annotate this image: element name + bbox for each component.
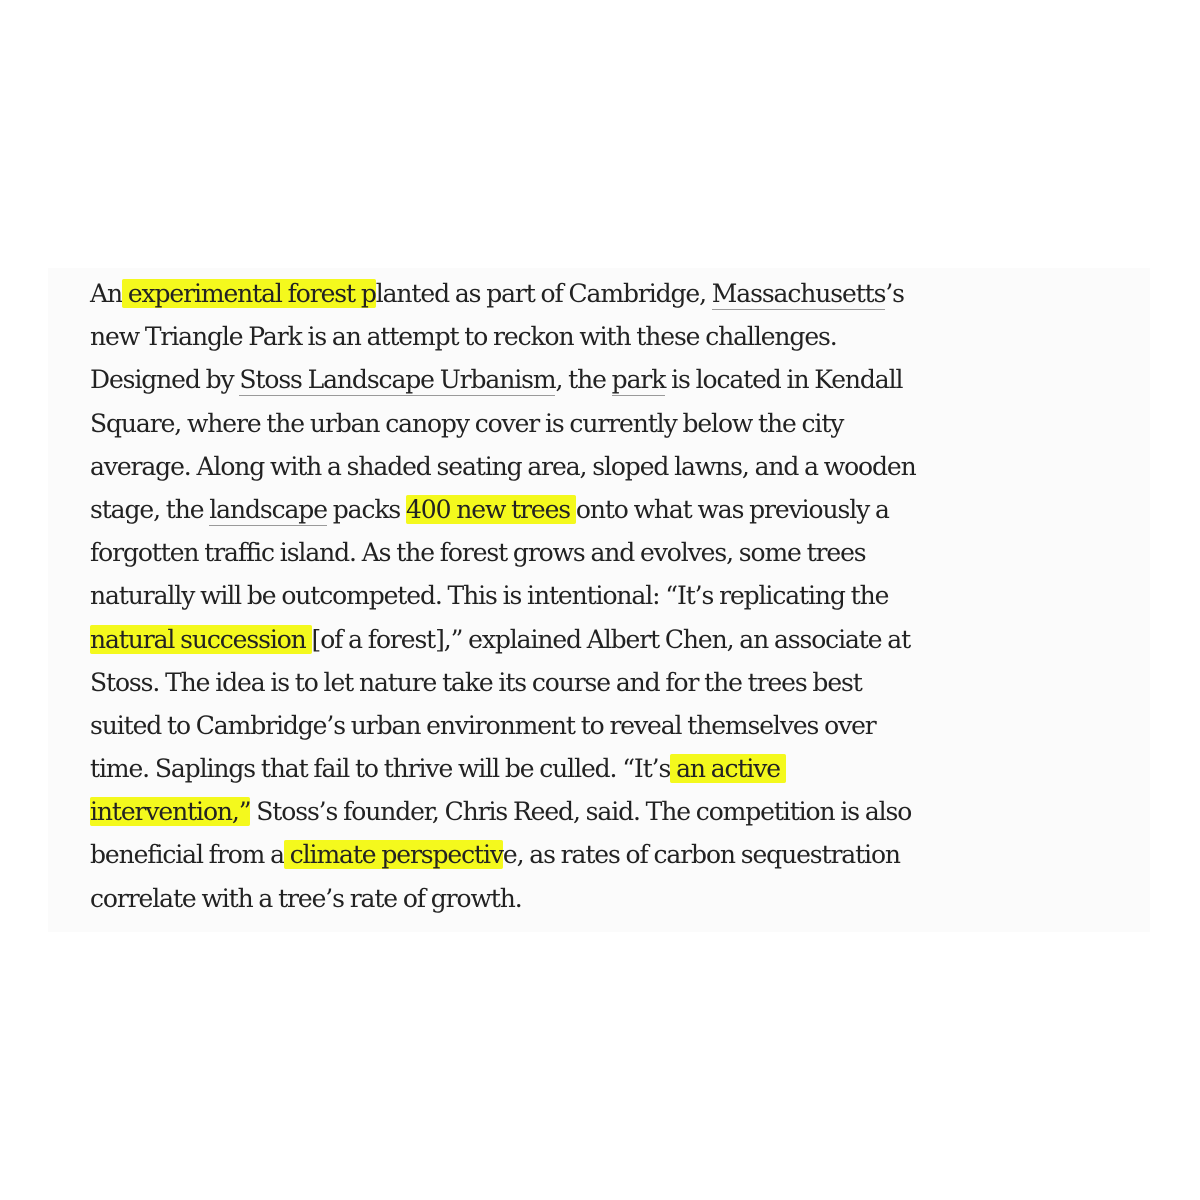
text-segment: time. Saplings that fail to thrive will be culled. “It’s [90,754,671,784]
paragraph-line [90,445,916,488]
text-segment: forgotten traffic island. As the forest grows and evolves, some trees [90,538,866,568]
text-segment: stage, the [90,494,210,524]
text-segment: Square, where the urban canopy cover is currently below the city [90,408,844,438]
inline-link[interactable]: landscape [209,494,327,524]
paragraph-line [90,272,916,315]
text-segment: An [90,279,122,308]
text-segment: e, as rates of carbon sequestration [502,840,900,870]
highlighted-text: experimental forest p [121,279,376,308]
paragraph-line [90,661,916,704]
paragraph-line [90,618,916,661]
paragraph-line [90,358,916,401]
text-segment: lanted as part of Cambridge, [375,279,712,308]
highlighted-text: an active [670,754,786,784]
paragraph-line [90,488,916,531]
paragraph-line [90,574,916,617]
highlighted-text: natural succession [90,624,312,654]
text-segment: Stoss’s founder, Chris Reed, said. The competition is also [250,797,912,827]
inline-link[interactable]: Stoss Landscape Urbanism [239,365,556,395]
inline-link[interactable]: Massachusetts [711,279,886,308]
text-segment: suited to Cambridge’s urban environment to reveal themselves over [90,710,876,740]
text-segment: correlate with a tree’s rate of growth. [90,883,522,913]
highlighted-text: 400 new trees [406,494,576,524]
inline-link[interactable]: park [611,365,666,395]
text-segment: is located in Kendall [665,365,903,395]
paragraph-line [90,704,916,747]
paragraph-line [90,531,916,574]
paragraph-line [90,877,916,920]
highlighted-text: intervention,” [90,797,251,827]
text-segment: new Triangle Park is an attempt to reckon with these challenges. [90,322,837,352]
text-segment: , the [555,365,612,395]
paragraph-line [90,833,916,876]
text-segment: Stoss. The idea is to let nature take its course and for the trees best [90,667,862,697]
text-segment: [of a forest],” explained Albert Chen, an associate at [311,624,911,654]
text-segment: Designed by [90,365,240,395]
paragraph-line [90,402,916,445]
text-segment: beneficial from a [90,840,284,870]
paragraph-line [90,747,916,790]
text-segment: packs [326,494,406,524]
text-segment: onto what was previously a [575,494,889,524]
article-paragraph [90,272,916,920]
paragraph-line [90,790,916,833]
text-segment: ’s [885,279,904,308]
highlighted-text: climate perspectiv [283,840,503,870]
text-segment: average. Along with a shaded seating area, sloped lawns, and a wooden [90,451,916,481]
paragraph-line [90,315,916,358]
text-segment: naturally will be outcompeted. This is intentional: “It’s replicating the [90,581,889,611]
